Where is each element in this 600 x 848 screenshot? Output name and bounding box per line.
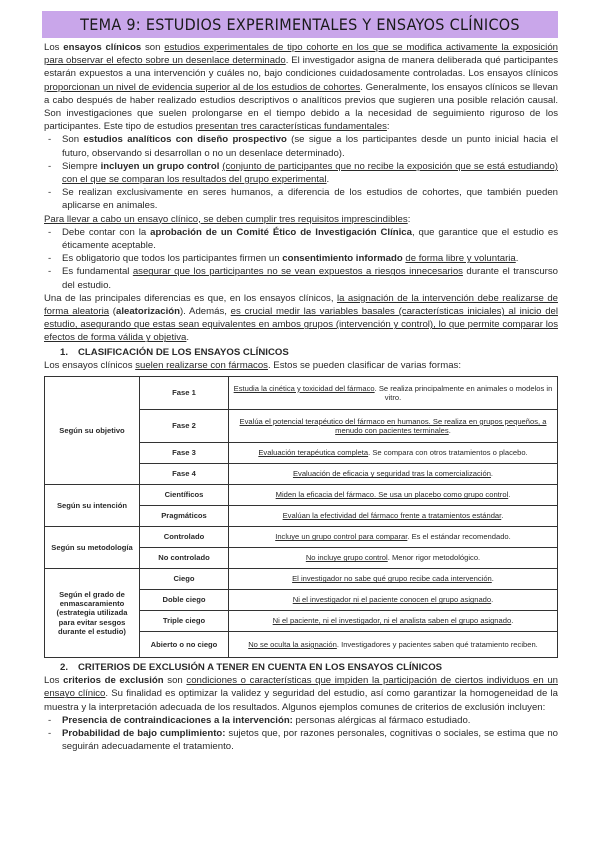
intro-paragraph: Los ensayos clínicos son estudios experimentales de tipo cohorte en los que se modifica activamente la exposición para observar el efecto sobre un desenlace determinado. El investigador asigna de manera deliberada qué participantes estarán expuestos a una intervención y cuáles no, bajo condiciones cuidadosamente controladas. Los ensayos clínicos proporcionan un nivel de evidencia superior al de los estudios de cohortes. Generalmente, los ensayos clínicos se llevan a cabo después de haber realizado estudios descriptivos o analíticos previos que sugieren una posible relación causal. Son investigaciones que suelen prolongarse en el tiempo debido a la necesidad de seguimiento riguroso de los participantes. Este tipo de estudios presentan tres características fundamentales: — [44, 42, 558, 133]
requirements-list — [44, 226, 558, 292]
table-row — [45, 377, 558, 410]
row-description: Evaluación de eficacia y seguridad tras la comercialización. — [229, 464, 558, 485]
list-item: - Es obligatorio que todos los participantes firmen un consentimiento informado de forma libre y voluntaria. — [44, 252, 558, 265]
page-title: TEMA 9: ESTUDIOS EXPERIMENTALES Y ENSAYOS CLÍNICOS — [80, 15, 520, 34]
list-item: - Presencia de contraindicaciones a la intervención: personas alérgicas al fármaco estudiado. — [44, 714, 558, 727]
list-item: - Se realizan exclusivamente en seres humanos, a diferencia de los estudios de cohortes, que también pueden aplicarse en animales. — [44, 186, 558, 212]
list-item: - Es fundamental asegurar que los participantes no se vean expuestos a riesgos innecesarios durante el transcurso del estudio. — [44, 265, 558, 291]
row-description: Incluye un grupo control para comparar. Es el estándar recomendado. — [229, 527, 558, 548]
group-cell: Según su intención — [45, 485, 140, 527]
exclusion-paragraph: Los criterios de exclusión son condiciones o características que impiden la participación de ciertos individuos en un ensayo clínico. Su finalidad es optimizar la validez y seguridad del estudio, así como garantizar la homogeneidad de la muestra y la interpretación adecuada de los resultados. Algunos ejemplos comunes de criterios de exclusión incluyen: — [44, 675, 558, 713]
list-item: - Siempre incluyen un grupo control (conjunto de participantes que no recibe la exposición que se está estudiando) con el que se comparan los resultados del grupo experimental. — [44, 160, 558, 186]
row-label: Fase 4 — [140, 464, 229, 485]
table-row — [45, 527, 558, 548]
row-description: Miden la eficacia del fármaco. Se usa un placebo como grupo control. — [229, 485, 558, 506]
row-label: Científicos — [140, 485, 229, 506]
row-description: Evalúa el potencial terapéutico del fármaco en humanos. Se realiza en grupos pequeños, a menudo con pacientes terminales. — [229, 410, 558, 443]
classification-table — [44, 376, 558, 658]
table-row — [45, 485, 558, 506]
characteristics-list — [44, 133, 558, 212]
row-description: Evalúan la efectividad del fármaco frente a tratamientos estándar. — [229, 506, 558, 527]
exclusion-list — [44, 714, 558, 754]
row-label: Pragmáticos — [140, 506, 229, 527]
row-label: No controlado — [140, 548, 229, 569]
row-label: Triple ciego — [140, 611, 229, 632]
row-label: Controlado — [140, 527, 229, 548]
row-label: Doble ciego — [140, 590, 229, 611]
group-cell: Según su objetivo — [45, 377, 140, 485]
row-description: Ni el investigador ni el paciente conocen el grupo asignado. — [229, 590, 558, 611]
row-description: Ni el paciente, ni el investigador, ni el analista saben el grupo asignado. — [229, 611, 558, 632]
list-item: - Son estudios analíticos con diseño prospectivo (se sigue a los participantes desde un punto inicial hacia el futuro, observando si desarrollan o no un desenlace determinado). — [44, 133, 558, 159]
document-body — [44, 41, 558, 754]
table-row — [45, 569, 558, 590]
list-item: - Debe contar con la aprobación de un Comité Ético de Investigación Clínica, que garantice que el estudio es éticamente aceptable. — [44, 226, 558, 252]
group-cell: Según su metodología — [45, 527, 140, 569]
row-label: Fase 3 — [140, 443, 229, 464]
row-label: Fase 2 — [140, 410, 229, 443]
section1-lead: Los ensayos clínicos suelen realizarse con fármacos. Estos se pueden clasificar de varias formas: — [44, 359, 461, 371]
row-description: No incluye grupo control. Menor rigor metodológico. — [229, 548, 558, 569]
randomization-paragraph: Una de las principales diferencias es que, en los ensayos clínicos, la asignación de la intervención debe realizarse de forma aleatoria (aleatorización). Además, es crucial medir las variables basales (características iniciales) al inicio del estudio, asegurando que estas sean equivalentes en ambos grupos (intervención y control), lo que permite comparar los efectos de forma válida y objetiva. — [44, 292, 558, 344]
section-heading-1: 1. CLASIFICACIÓN DE LOS ENSAYOS CLÍNICOS — [60, 346, 289, 358]
group-cell: Según el grado de enmascaramiento (estrategia utilizada para evitar sesgos durante el estudio) — [45, 569, 140, 658]
row-description: El investigador no sabe qué grupo recibe cada intervención. — [229, 569, 558, 590]
row-label: Abierto o no ciego — [140, 632, 229, 658]
row-description: Evaluación terapéutica completa. Se compara con otros tratamientos o placebo. — [229, 443, 558, 464]
row-label: Ciego — [140, 569, 229, 590]
list-item: - Probabilidad de bajo cumplimiento: sujetos que, por razones personales, cognitivas o sociales, se estima que no seguirán adecuadamente el tratamiento. — [44, 727, 558, 753]
row-description: No se oculta la asignación. Investigadores y pacientes saben qué tratamiento reciben. — [229, 632, 558, 658]
row-description: Estudia la cinética y toxicidad del fármaco. Se realiza principalmente en animales o modelos in vitro. — [229, 377, 558, 410]
row-label: Fase 1 — [140, 377, 229, 410]
section-heading-2: 2. CRITERIOS DE EXCLUSIÓN A TENER EN CUENTA EN LOS ENSAYOS CLÍNICOS — [60, 662, 443, 674]
page-title-banner — [42, 11, 558, 38]
requirements-intro: Para llevar a cabo un ensayo clínico, se deben cumplir tres requisitos imprescindibles: — [44, 213, 411, 225]
